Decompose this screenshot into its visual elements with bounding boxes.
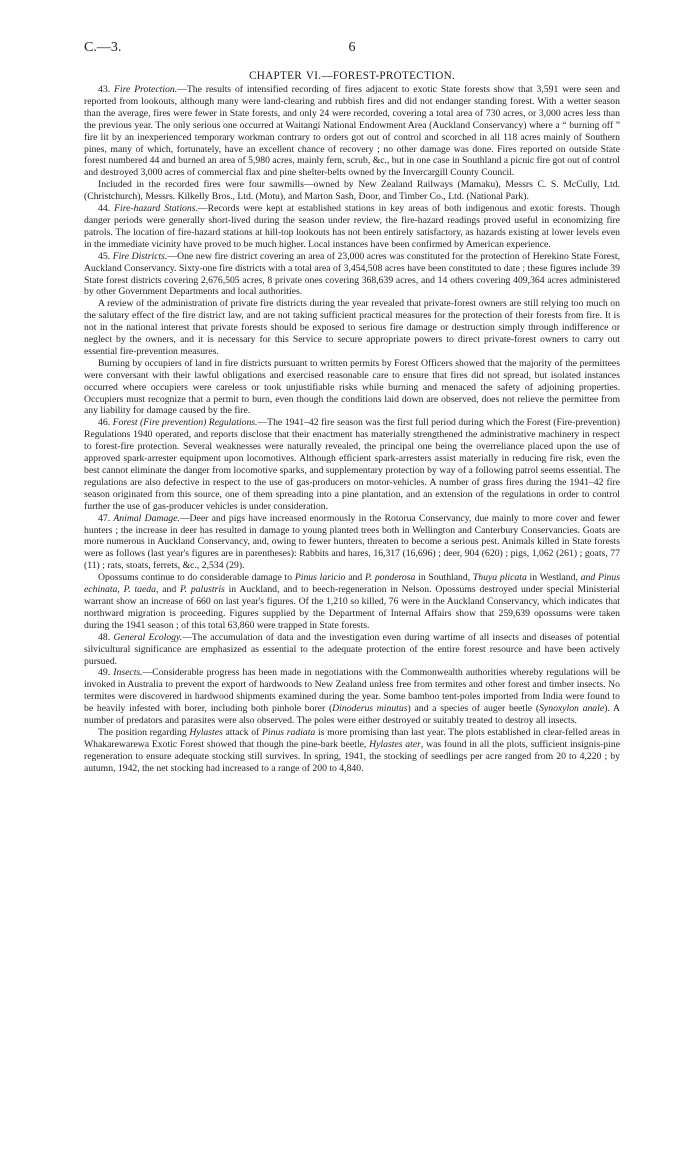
document-reference: C.—3.	[84, 40, 122, 55]
section-number: 46.	[98, 417, 111, 429]
paragraph-49-insects	[84, 667, 620, 727]
text-run: ). A number of predators and parasites were also observed. The poles were either destroyed or suitably treated to destroy all insects.	[84, 703, 620, 727]
section-number: 45.	[98, 250, 111, 262]
species-name: Pinus radiata	[262, 726, 316, 738]
paragraph-48-general-ecology	[84, 632, 620, 668]
text-run: in Southland,	[415, 572, 473, 584]
page-number: 6	[348, 40, 356, 55]
paragraph-45-private-districts-review	[84, 298, 620, 358]
text-run: and	[158, 584, 180, 596]
paragraph-46-fire-regulations	[84, 417, 620, 512]
text-run: Opossums continue to do considerable damage to	[98, 572, 295, 584]
species-name: Hylastes ater	[369, 738, 421, 750]
paragraph-text: —The accumulation of data and the investigation even during wartime of all insects and diseases of potential silvicultural significance are emphasized as essential to the adequate protection of the entire forest resource and have been actively pursued.	[84, 631, 620, 667]
paragraph-43-sawmills	[84, 179, 620, 203]
page-header	[84, 40, 620, 60]
paragraph-44-fire-hazard-stations	[84, 203, 620, 251]
paragraph-47-opossums	[84, 572, 620, 632]
section-number: 49.	[98, 667, 111, 679]
section-heading: Fire Districts.	[112, 250, 168, 262]
text-run: , was found in all the plots, sufficient insignis-pine regeneration to ensure adequate stocking still survives. In spring, 1941, the stocking of seedlings per acre ranged from 20 to 4,220 ; by autumn, 1942, the net stocking had increased to a range of 200 to 4,840.	[84, 738, 620, 774]
section-heading: Insects.	[113, 667, 143, 679]
paragraph-49-hylastes	[84, 727, 620, 775]
text-run: in Westland,	[526, 572, 581, 584]
paragraph-text: —Records were kept at established stations in key areas of both indigenous and exotic forests. Though danger periods were generally short-lived during the season under review, the fire-hazard readings proved useful in economizing fire patrols. The location of fire-hazard stations at hill-top lookouts has not been entirely satisfactory, as hazards existing at lower levels even in the immediate vicinity have proved to be much higher. Local instances have been confirmed by American experience.	[84, 203, 620, 250]
paragraph-text: Included in the recorded fires were four sawmills—owned by New Zealand Railways (Mamaku), Messrs C. S. McCully, Ltd. (Christchurch), Messrs. Kilkelly Bros., Ltd. (Motu), and Marton Sash, Door, and Timber Co., Ltd. (National Park).	[84, 179, 620, 203]
chapter-title: CHAPTER VI.—FOREST-PROTECTION.	[248, 70, 456, 82]
species-name: Dinoderus minutus	[332, 703, 408, 715]
paragraph-text: —The 1941–42 fire season was the first full period during which the Forest (Fire-prevention) Regulations 1940 operated, and reports disclose that their enactment has materially strengthened the administrative machinery in respect to forest-fire protection. Several weaknesses were naturally revealed, the principal one being the overreliance placed upon the use of approved spark-arrester equipment upon locomotives. Although efficient spark-arresters assist materially in reducing fire risk, even the best cannot eliminate the danger from locomotive sparks, and supplementary protection by way of a following patrol seems essential. The regulations are also defective in respect to the use of gas-producers on motor-vehicles. A number of grass fires during the 1941–42 fire season originated from this source, one of them spreading into a pine plantation, and an extension of the regulations in order to control further the use of gas-producer vehicles is under consideration.	[84, 417, 620, 512]
section-heading: General Ecology.	[113, 631, 183, 643]
text-run: attack of	[222, 726, 263, 738]
text-run: The position regarding	[98, 726, 190, 738]
section-number: 47.	[98, 512, 111, 524]
species-name: P. palustris	[179, 584, 225, 596]
section-heading: Animal Damage.	[113, 512, 180, 524]
section-heading: Fire Protection.	[114, 84, 178, 95]
paragraph-text: —One new fire district covering an area of 23,000 acres was constituted for the protection of Herekino State Forest, Auckland Conservancy. Sixty-one fire districts with a total area of 3,454,508 acres have been constituted to date ; these figures include 39 State forest districts covering 2,676,505 acres, 8 private ones covering 368,639 acres, and 14 others covering 409,364 acres administered by other Government Departments and local authorities.	[84, 250, 620, 298]
section-heading: Fire-hazard Stations.	[114, 203, 198, 215]
text-run: is more promising than last year. The plots established in clear-felled areas in Whakarewarewa Exotic Forest showed that though the pine-bark beetle,	[84, 726, 620, 750]
text-run: and	[345, 572, 365, 584]
paragraph-text: A review of the administration of private fire districts during the year revealed that private-forest owners are still relying too much on the salutary effect of the fire district law, and are not taking sufficient practical measures for the protection of their forests from fire. It is not in the national interest that private forests should be exposed to serious fire damage or destruction simply through indifference or neglect by the owners, and it is necessary for this Service to secure appropriate powers to direct private-forest owners to carry out essential fire-prevention measures.	[84, 298, 620, 357]
document-body	[84, 84, 620, 775]
paragraph-text: Burning by occupiers of land in fire districts pursuant to written permits by Forest Officers showed that the majority of the permittees were conversant with their lawful obligations and exercised reasonable care to ensure that fires did not spread, but isolated instances occurred where occupiers were careless or took unjustifiable risks while burning and menaced the safety of adjoining properties. Occupiers must recognize that a permit to burn, even though the conditions laid down are observed, does not relieve the permittee from any liability for damage caused by the fire.	[84, 357, 620, 417]
species-name: Hylastes	[189, 726, 223, 738]
paragraph-45-fire-districts	[84, 251, 620, 299]
text-run: in Auckland, and to beech-regeneration in Nelson. Opossums destroyed under special Ministerial warrant show an increase of 660 on last year's figures. Of the 1,210 so killed, 76 were in the Auckland Conservancy, which indicates that northward migration is proceeding. Figures supplied by the Department of Internal Affairs show that 259,639 opossums were taken during the 1941 season ; of this total 63,860 were trapped in State forests.	[84, 584, 620, 631]
text-run: —Considerable progress has been made in negotiations with the Commonwealth authorities whereby regulations will be invoked in Australia to prevent the export of hardwoods to New Zealand unless free from termites and other forest and timber insects. No termites were discovered in hardwood shipments examined during the year. Some bamboo tent-poles imported from India were found to be heavily infested with borer, including both pinhole borer (	[84, 667, 620, 715]
paragraph-text: —The results of intensified recording of fires adjacent to exotic State forests show that 3,591 were seen and reported from lookouts, although many were land-clearing and rubbish fires and did not endanger standing forest. With a wetter season than the average, fires were fewer in State forests, and only 24 were recorded, covering a total area of 730 acres, or 3,000 acres less than the previous year. The only serious one occurred at Waitangi National Endowment Area (Auckland Conservancy) where a “ burning off ” fire lit by an inexperienced temporary workman contrary to orders got out of control and scorched in all 118 acres mainly of Southern pines, many of which, fortunately, have an excellent chance of recovery ; no other damage was done. Fires reported on outside State forest numbered 44 and burned an area of 5,980 acres, mainly fern, scrub, &c., but in one case in Southland a picnic fire got out of control and destroyed 3,000 acres of commercial flax and pine shelter-belts owned by the Invercargill County Council.	[84, 84, 620, 179]
species-name: and Pinus echinata, P. taeda,	[84, 572, 621, 596]
text-run: ) and a species of auger beetle (	[407, 703, 540, 715]
species-name: Pinus laricio	[294, 572, 346, 584]
paragraph-47-animal-damage	[84, 513, 620, 573]
species-name: Synoxylon anale	[539, 703, 605, 715]
species-name: Thuya plicata	[472, 572, 527, 584]
section-number: 43.	[98, 84, 111, 95]
paragraph-text: —Deer and pigs have increased enormously in the Rotorua Conservancy, due mainly to more cover and fewer hunters ; the increase in deer has resulted in damage to young planted trees both in Wellington and Canterbury Conservancies. Goats are more numerous in Auckland Conservancy, and, owing to fewer hunters, threaten to become a serious pest. Animals killed in State forests were as follows (last year's figures are in parentheses): Rabbits and hares, 16,317 (16,696) ; deer, 904 (620) ; pigs, 1,062 (261) ; goats, 77 (11) ; rats, stoats, ferrets, &c., 2,534 (29).	[84, 512, 621, 572]
section-number: 44.	[98, 203, 111, 215]
section-number: 48.	[98, 631, 111, 643]
section-heading: Forest (Fire prevention) Regulations.	[112, 417, 258, 429]
paragraph-43-fire-protection	[84, 84, 620, 179]
paragraph-45-burning-permits	[84, 358, 620, 418]
species-name: P. ponderosa	[365, 572, 416, 584]
